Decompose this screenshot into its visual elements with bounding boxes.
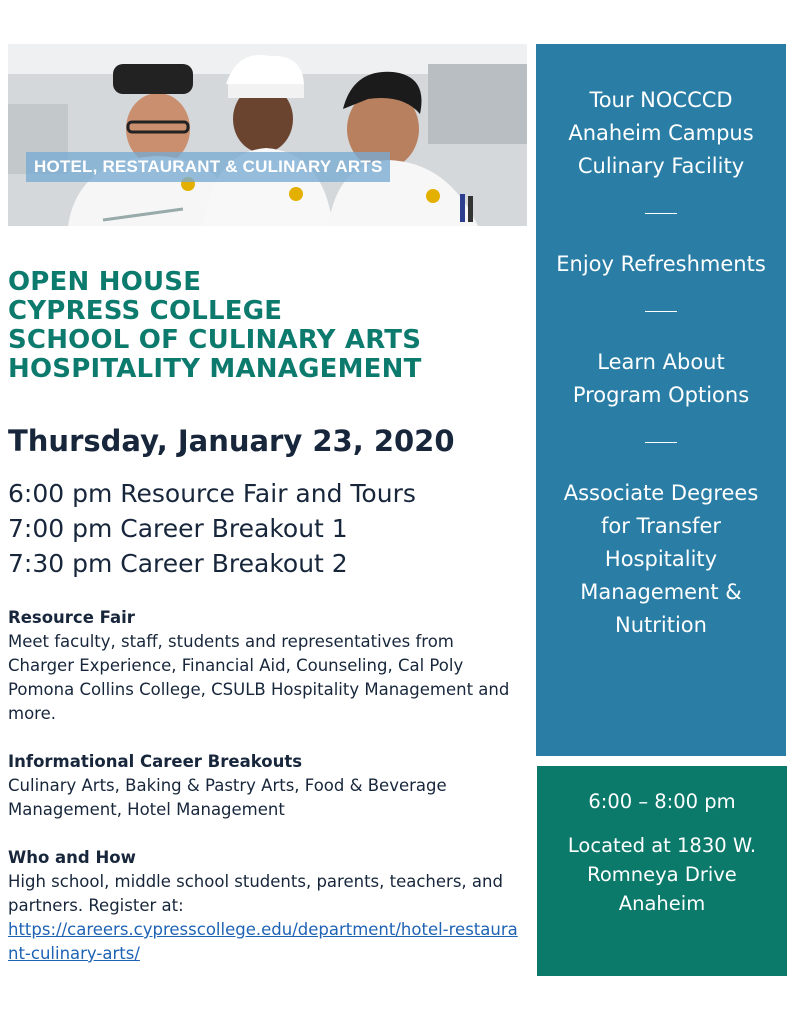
section-heading: Informational Career Breakouts — [8, 752, 303, 771]
headline-line: SCHOOL OF CULINARY ARTS — [8, 325, 422, 355]
hero-photo — [8, 44, 527, 226]
who-and-how-section — [8, 846, 523, 966]
headline-line: OPEN HOUSE — [8, 267, 202, 297]
event-time: 6:00 – 8:00 pm — [588, 790, 736, 813]
schedule-item: 7:30 pm Career Breakout 2 — [8, 549, 348, 578]
section-body: Culinary Arts, Baking & Pastry Arts, Food & Beverage Management, Hotel Management — [8, 776, 447, 819]
career-breakouts-section — [8, 750, 523, 822]
sidebar-item-tour: Tour NOCCCD Anaheim Campus Culinary Facility — [568, 88, 754, 178]
section-body: Meet faculty, staff, students and representatives from Charger Experience, Financial Aid, Counseling, Cal Poly Pomona Collins College, CSULB Hospitality Management and more. — [8, 632, 510, 723]
schedule-item: 7:00 pm Career Breakout 1 — [8, 514, 348, 543]
sidebar-divider — [645, 311, 677, 312]
chefs-illustration — [8, 44, 527, 226]
sidebar-item-degrees: Associate Degrees for Transfer Hospitality Management & Nutrition — [563, 481, 759, 637]
headline — [8, 268, 528, 384]
info-sections — [8, 606, 523, 990]
features-sidebar — [536, 44, 786, 756]
event-address: Located at 1830 W. Romneya Drive Anaheim — [567, 834, 757, 915]
section-heading: Resource Fair — [8, 608, 135, 627]
headline-line: CYPRESS COLLEGE — [8, 296, 283, 326]
location-box — [537, 766, 787, 976]
sidebar-divider — [645, 213, 677, 214]
sidebar-item-refreshments: Enjoy Refreshments — [556, 252, 766, 276]
hero-banner: HOTEL, RESTAURANT & CULINARY ARTS — [26, 152, 390, 182]
sidebar-divider — [645, 442, 677, 443]
schedule — [8, 476, 528, 581]
section-body: High school, middle school students, parents, teachers, and partners. Register at: — [8, 872, 503, 915]
section-heading: Who and How — [8, 848, 136, 867]
schedule-item: 6:00 pm Resource Fair and Tours — [8, 479, 416, 508]
sidebar-item-program-options: Learn About Program Options — [572, 350, 750, 407]
resource-fair-section — [8, 606, 523, 726]
event-date: Thursday, January 23, 2020 — [8, 424, 455, 458]
headline-line: HOSPITALITY MANAGEMENT — [8, 354, 422, 384]
register-link[interactable]: https://careers.cypresscollege.edu/department/hotel-restaurant-culinary-arts/ — [8, 920, 518, 963]
